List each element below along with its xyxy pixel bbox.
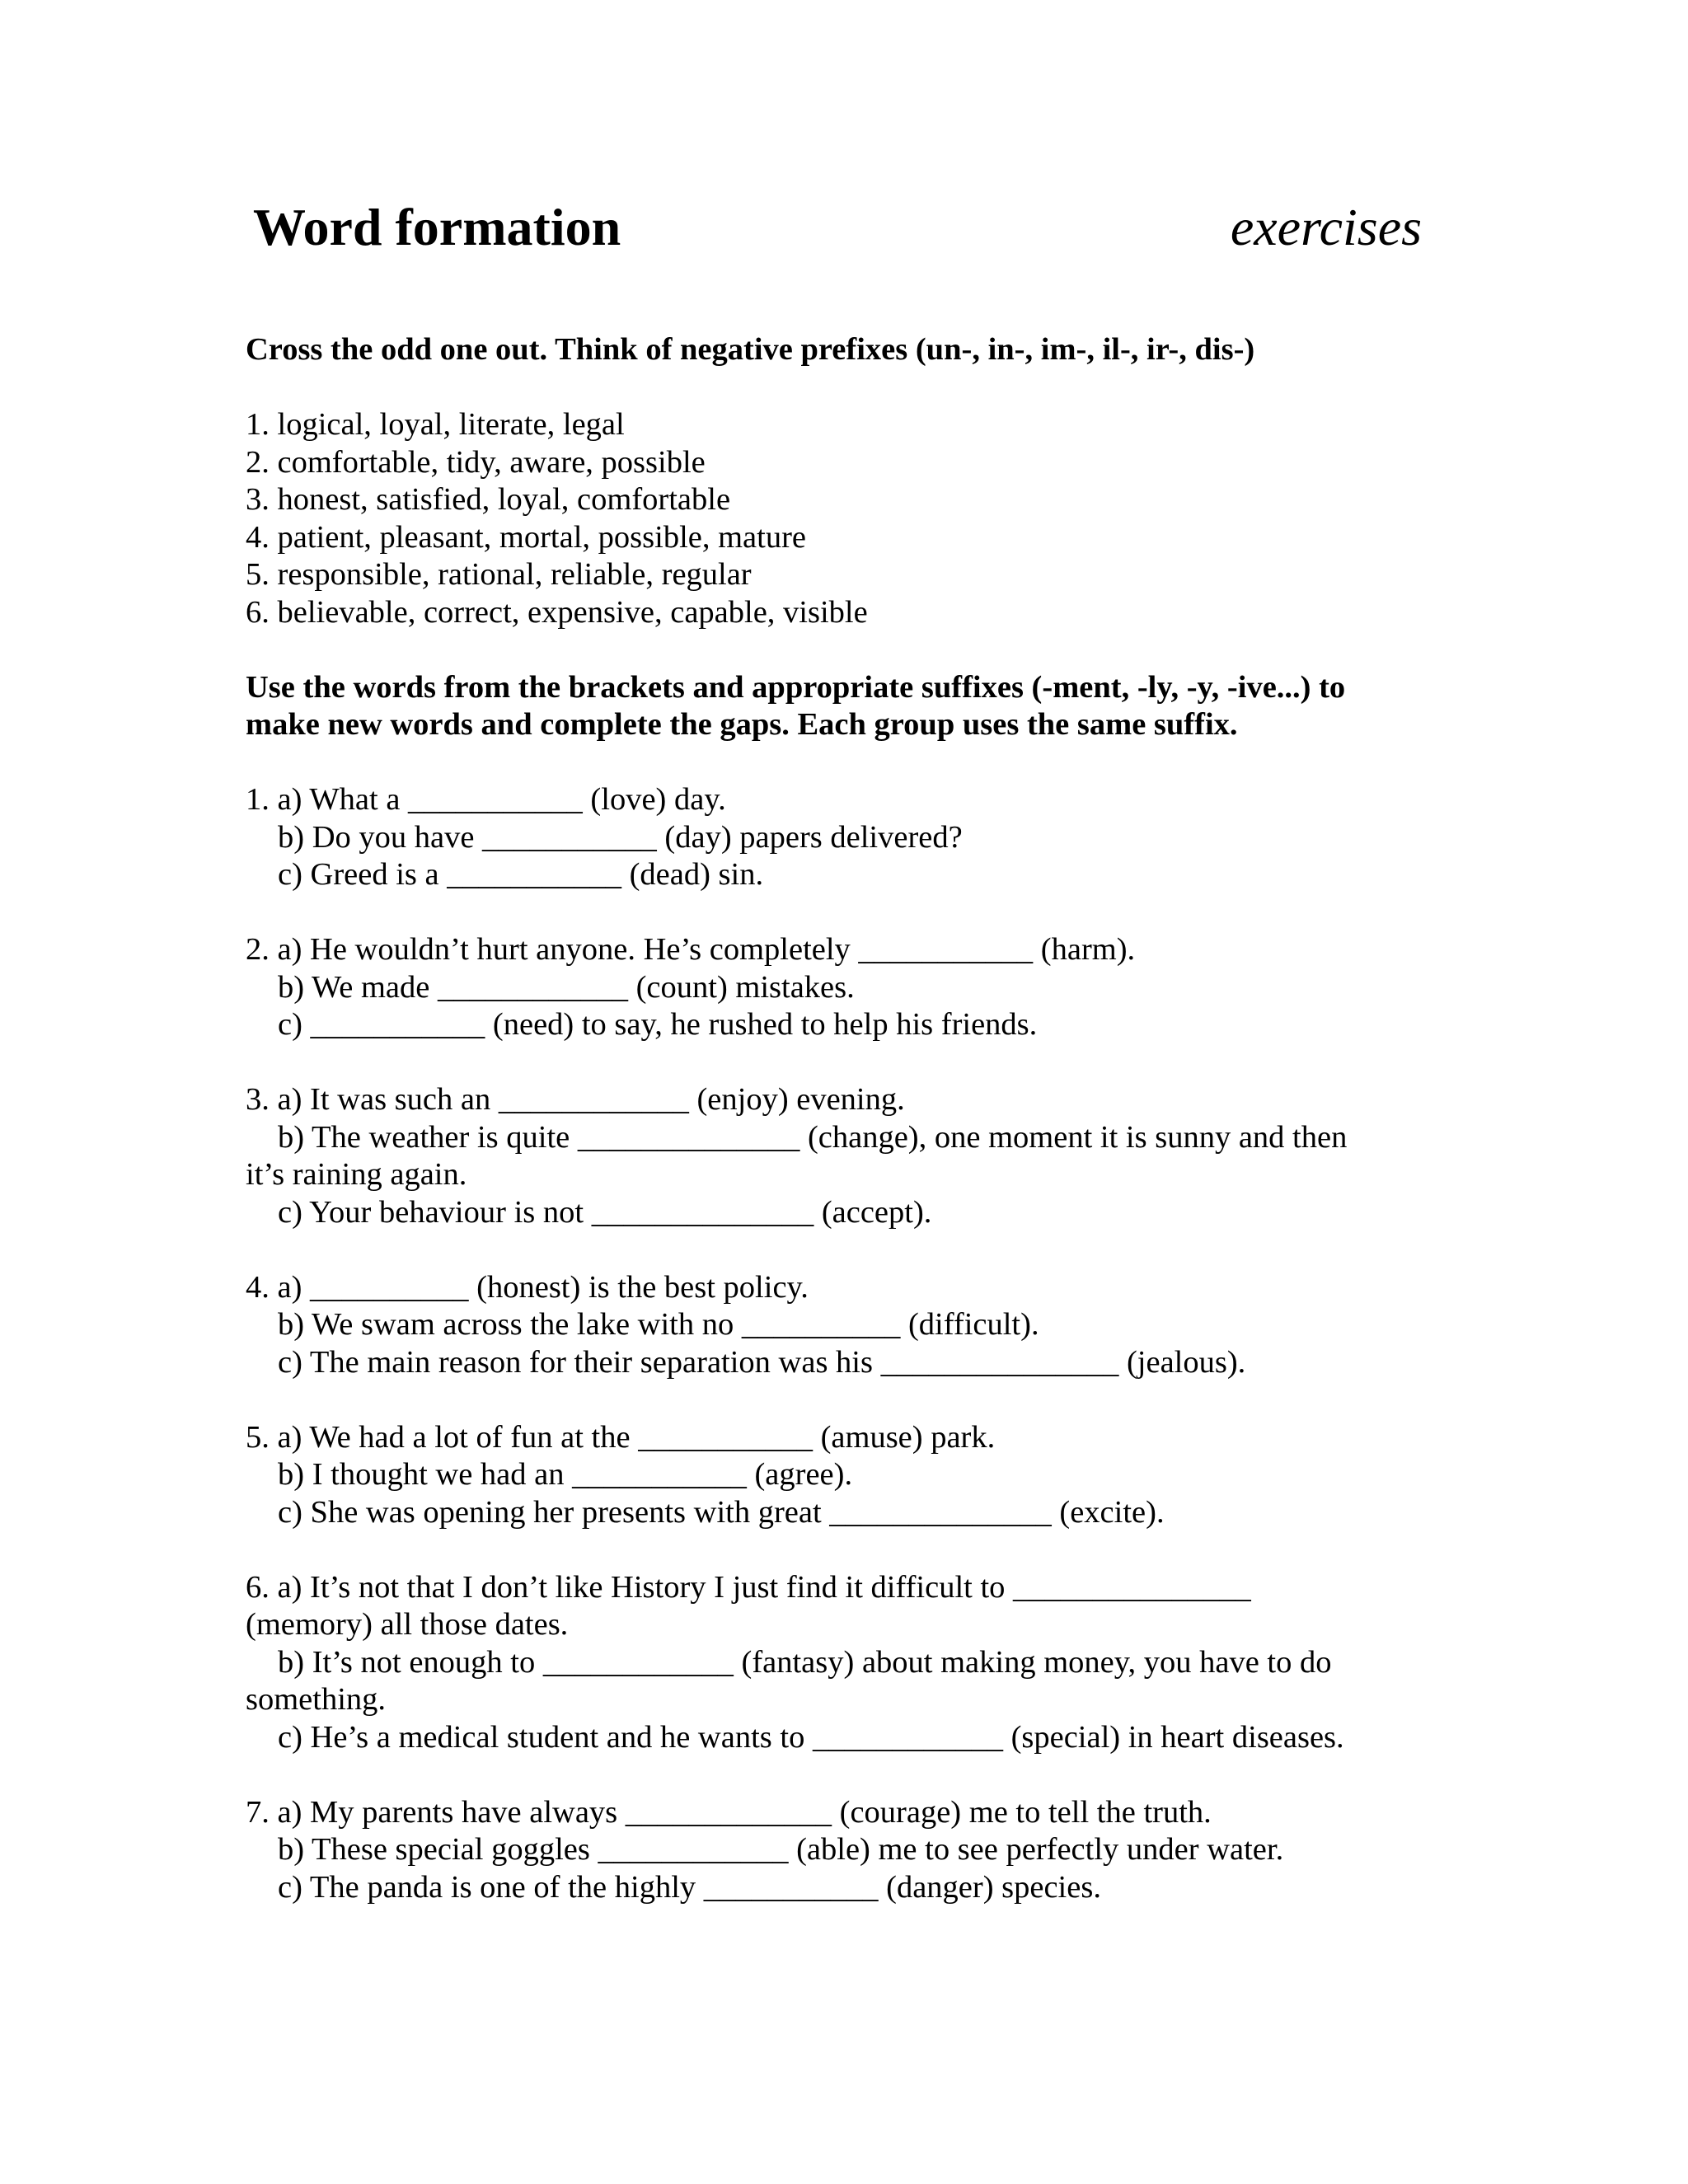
list-item: 5. responsible, rational, reliable, regular <box>246 557 752 592</box>
list-item: 4. patient, pleasant, mortal, possible, mature <box>246 519 806 555</box>
exercise-line: 5. a) We had a lot of fun at the ___________ (amuse) park. <box>246 1419 996 1455</box>
exercise-group <box>246 781 1432 894</box>
exercise-line: 6. a) It’s not that I don’t like History I just find it difficult to _______________ <box>246 1569 1251 1605</box>
spacer <box>246 894 1432 932</box>
exercise-line: c) ___________ (need) to say, he rushed to help his friends. <box>278 1007 1038 1042</box>
spacer <box>246 1231 1432 1269</box>
spacer <box>246 744 1432 782</box>
section1-list <box>246 406 1432 631</box>
list-item: 6. believable, correct, expensive, capable, visible <box>246 594 868 630</box>
exercise-line: c) Greed is a ___________ (dead) sin. <box>278 857 764 892</box>
exercise-line: 3. a) It was such an ____________ (enjoy) evening. <box>246 1082 905 1117</box>
list-item: 3. honest, satisfied, loyal, comfortable <box>246 482 731 517</box>
exercise-group <box>246 1569 1432 1757</box>
exercise-line: c) The panda is one of the highly ___________ (danger) species. <box>278 1869 1101 1905</box>
list-item: 2. comfortable, tidy, aware, possible <box>246 444 706 480</box>
exercise-line: 2. a) He wouldn’t hurt anyone. He’s completely ___________ (harm). <box>246 932 1136 967</box>
exercise-group <box>246 1081 1432 1231</box>
exercise-line: 1. a) What a ___________ (love) day. <box>246 782 726 817</box>
spacer <box>246 631 1432 669</box>
exercise-line: something. <box>246 1682 387 1717</box>
exercise-group <box>246 1269 1432 1382</box>
section2-instruction-line2: make new words and complete the gaps. Each group uses the same suffix. <box>246 707 1238 742</box>
exercise-line: 7. a) My parents have always _____________ (courage) me to tell the truth. <box>246 1794 1212 1830</box>
exercise-line: c) Your behaviour is not ______________ (accept). <box>278 1194 932 1230</box>
exercise-line: c) The main reason for their separation was his _______________ (jealous). <box>278 1344 1246 1380</box>
exercise-line: b) We swam across the lake with no __________ (difficult). <box>278 1307 1039 1342</box>
spacer <box>246 1044 1432 1082</box>
spacer <box>246 1381 1432 1419</box>
spacer <box>246 1756 1432 1794</box>
exercise-line: b) Do you have ___________ (day) papers delivered? <box>278 819 963 855</box>
page-header <box>253 194 1422 269</box>
exercise-group <box>246 1419 1432 1532</box>
exercise-line: it’s raining again. <box>246 1157 467 1192</box>
spacer <box>246 369 1432 407</box>
exercise-group <box>246 1794 1432 1907</box>
exercise-line: c) She was opening her presents with great ______________ (excite). <box>278 1494 1165 1530</box>
exercise-line: b) It’s not enough to ____________ (fantasy) about making money, you have to do <box>278 1644 1332 1680</box>
exercise-line: b) We made ____________ (count) mistakes. <box>278 969 855 1005</box>
exercise-line: b) I thought we had an ___________ (agree). <box>278 1457 853 1492</box>
page-title: Word formation <box>253 198 621 256</box>
exercise-line: (memory) all those dates. <box>246 1607 569 1642</box>
worksheet-content <box>246 331 1432 1906</box>
exercise-line: 4. a) __________ (honest) is the best policy. <box>246 1269 809 1305</box>
exercise-groups <box>246 781 1432 1906</box>
exercise-line: b) These special goggles ____________ (able) me to see perfectly under water. <box>278 1832 1284 1867</box>
section1-instruction: Cross the odd one out. Think of negative prefixes (un-, in-, im-, il-, ir-, dis-) <box>246 332 1255 367</box>
section2-instruction-line1: Use the words from the brackets and appropriate suffixes (-ment, -ly, -y, -ive...) to <box>246 669 1346 705</box>
spacer <box>246 1531 1432 1569</box>
exercise-line: b) The weather is quite ______________ (change), one moment it is sunny and then <box>278 1119 1348 1155</box>
exercise-line: c) He’s a medical student and he wants to ____________ (special) in heart diseases. <box>278 1719 1344 1755</box>
page-subtitle: exercises <box>1230 198 1422 256</box>
list-item: 1. logical, loyal, literate, legal <box>246 407 625 442</box>
exercise-group <box>246 931 1432 1044</box>
